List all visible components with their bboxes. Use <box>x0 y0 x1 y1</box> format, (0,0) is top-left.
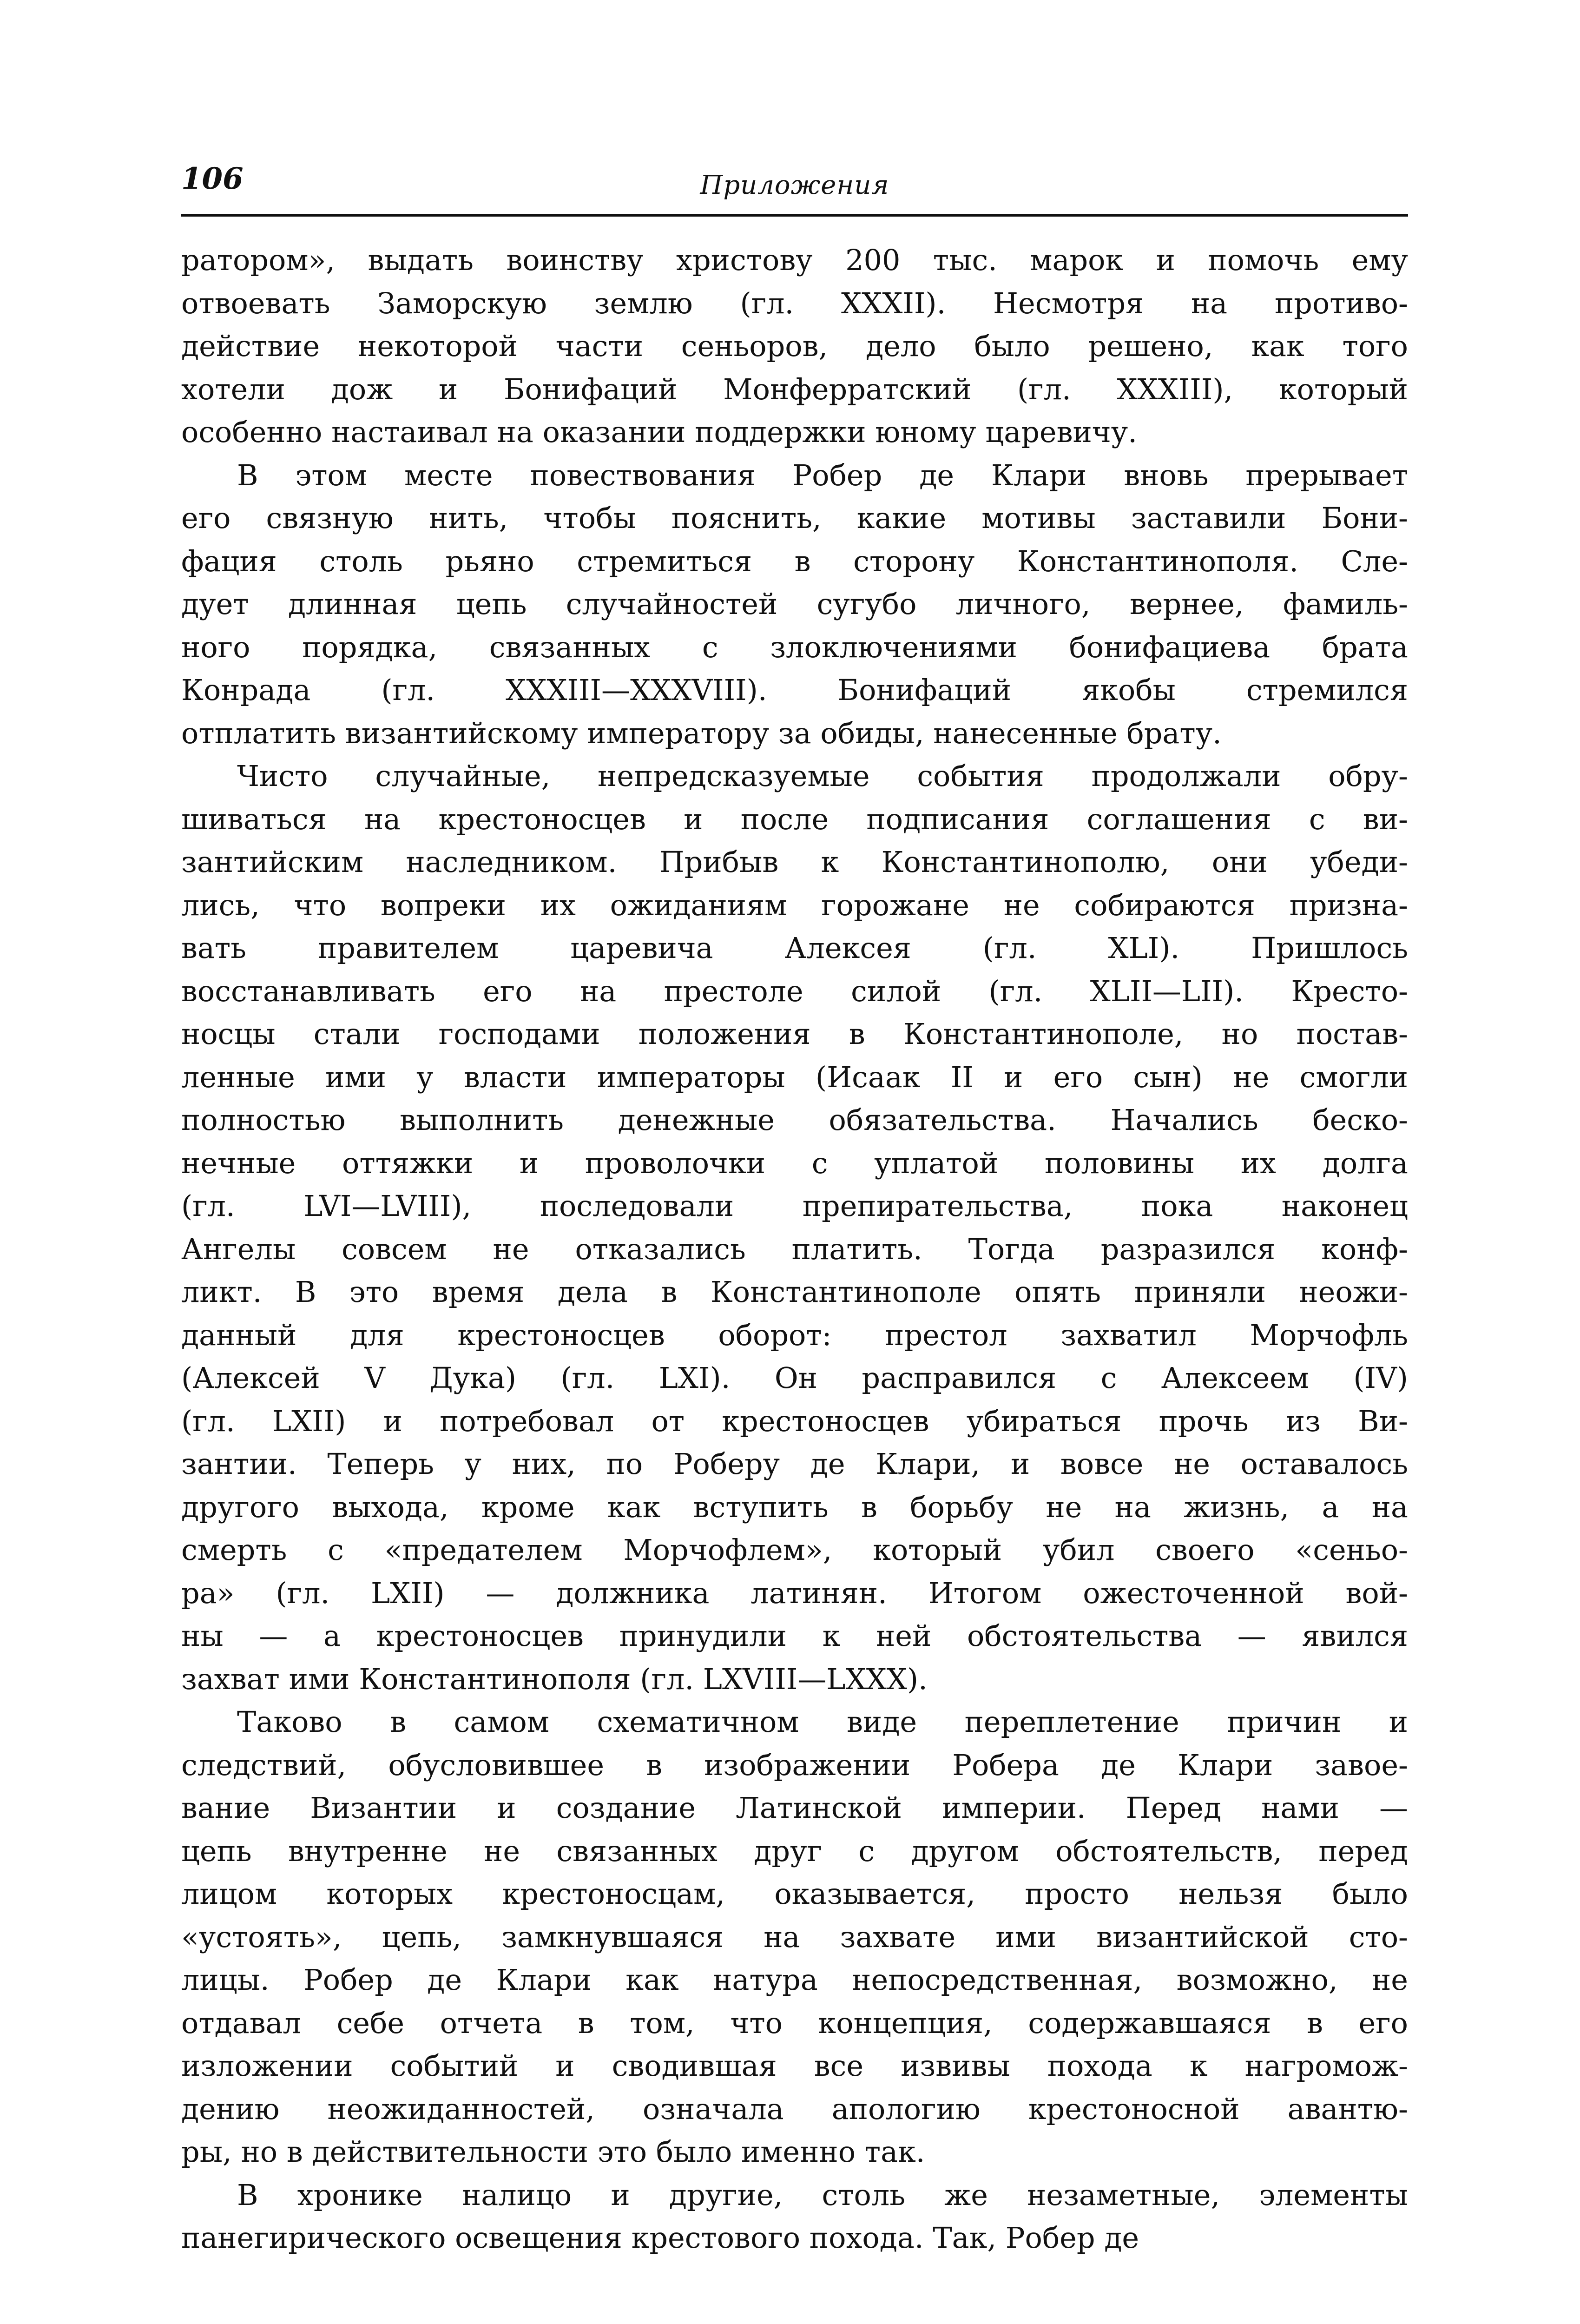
text-line: панегирического освещения крестового похода. Так, Робер де <box>181 2221 1139 2255</box>
text-line: цепь внутренне не связанных друг с другом обстоятельств, перед <box>181 1834 1408 1868</box>
paragraph <box>181 454 1408 755</box>
text-line: лись, что вопреки их ожиданиям горожане не собираются призна- <box>181 888 1408 922</box>
text-line: фация столь рьяно стремиться в сторону Константинополя. Сле- <box>181 544 1408 578</box>
text-line: отвоевать Заморскую землю (гл. XXXII). Несмотря на противо- <box>181 286 1408 320</box>
text-line: хотели дож и Бонифаций Монферратский (гл. XXXIII), который <box>181 372 1408 406</box>
text-line: (Алексей V Дука) (гл. LXI). Он расправился с Алексеем (IV) <box>181 1361 1408 1395</box>
text-line: шиваться на крестоносцев и после подписания соглашения с ви- <box>181 802 1408 836</box>
text-line: (гл. LXII) и потребовал от крестоносцев убираться прочь из Ви- <box>181 1404 1408 1438</box>
text-line: ра» (гл. LXII) — должника латинян. Итогом ожесточенной вой- <box>181 1576 1408 1610</box>
text-line: вать правителем царевича Алексея (гл. XLI). Пришлось <box>181 931 1408 965</box>
text-line: изложении событий и сводившая все извивы похода к нагромож- <box>181 2049 1408 2083</box>
text-line: дует длинная цепь случайностей сугубо личного, вернее, фамиль- <box>181 587 1408 621</box>
text-line: лицы. Робер де Клари как натура непосредственная, возможно, не <box>181 1963 1408 1997</box>
text-line: его связную нить, чтобы пояснить, какие мотивы заставили Бони- <box>181 501 1408 535</box>
text-line: ны — а крестоносцев принудили к ней обстоятельства — явился <box>181 1619 1408 1653</box>
text-line: ленные ими у власти императоры (Исаак II и его сын) не смогли <box>181 1060 1408 1094</box>
text-line: отплатить византийскому императору за обиды, нанесенные брату. <box>181 716 1222 750</box>
text-line: полностью выполнить денежные обязательства. Начались беско- <box>181 1103 1408 1137</box>
text-line: ры, но в действительности это было именно так. <box>181 2135 925 2169</box>
body-text <box>181 239 1408 2260</box>
text-line: ратором», выдать воинству христову 200 тыс. марок и помочь ему <box>181 243 1408 277</box>
text-line: дению неожиданностей, означала апологию крестоносной авантю- <box>181 2092 1408 2126</box>
text-line: В хронике налицо и другие, столь же незаметные, элементы <box>237 2178 1408 2212</box>
text-line: смерть с «предателем Морчофлем», который убил своего «сеньо- <box>181 1533 1408 1567</box>
text-line: следствий, обусловившее в изображении Робера де Клари завое- <box>181 1748 1408 1782</box>
text-line: В этом месте повествования Робер де Клари вновь прерывает <box>237 458 1408 492</box>
text-line: вание Византии и создание Латинской империи. Перед нами — <box>181 1791 1408 1825</box>
text-line: Конрада (гл. XXXIII—XXXVIII). Бонифаций якобы стремился <box>181 673 1408 707</box>
running-head <box>181 158 1408 217</box>
text-line: отдавал себе отчета в том, что концепция, содержавшаяся в его <box>181 2006 1408 2040</box>
text-line: ного порядка, связанных с злоключениями бонифациева брата <box>181 630 1408 664</box>
running-title: Приложения <box>700 170 889 200</box>
text-line: действие некоторой части сеньоров, дело было решено, как того <box>181 329 1408 363</box>
text-line: нечные оттяжки и проволочки с уплатой половины их долга <box>181 1146 1408 1180</box>
paragraph <box>181 1701 1408 2174</box>
page-number: 106 <box>181 161 244 196</box>
text-line: «устоять», цепь, замкнувшаяся на захвате ими византийской сто- <box>181 1920 1408 1954</box>
text-line: захват ими Константинополя (гл. LXVIII—LXXX). <box>181 1662 928 1696</box>
text-line: данный для крестоносцев оборот: престол захватил Морчофль <box>181 1318 1408 1352</box>
text-line: восстанавливать его на престоле силой (гл. XLII—LII). Кресто- <box>181 974 1408 1008</box>
text-line: зантийским наследником. Прибыв к Константинополю, они убеди- <box>181 845 1408 879</box>
text-line: носцы стали господами положения в Константинополе, но постав- <box>181 1017 1408 1051</box>
text-line: другого выхода, кроме как вступить в борьбу не на жизнь, а на <box>181 1490 1408 1524</box>
paragraph <box>181 755 1408 1701</box>
text-line: лицом которых крестоносцам, оказывается, просто нельзя было <box>181 1877 1408 1911</box>
text-line: Ангелы совсем не отказались платить. Тогда разразился конф- <box>181 1232 1408 1266</box>
paragraph <box>181 2174 1408 2260</box>
text-line: особенно настаивал на оказании поддержки юному царевичу. <box>181 415 1137 449</box>
text-line: зантии. Теперь у них, по Роберу де Клари, и вовсе не оставалось <box>181 1447 1408 1481</box>
paragraph <box>181 239 1408 454</box>
document-page <box>181 158 1408 2260</box>
text-line: Чисто случайные, непредсказуемые события продолжали обру- <box>237 759 1408 793</box>
text-line: (гл. LVI—LVIII), последовали препирательства, пока наконец <box>181 1189 1408 1223</box>
text-line: ликт. В это время дела в Константинополе опять приняли неожи- <box>181 1275 1408 1309</box>
text-line: Таково в самом схематичном виде переплетение причин и <box>237 1705 1408 1739</box>
